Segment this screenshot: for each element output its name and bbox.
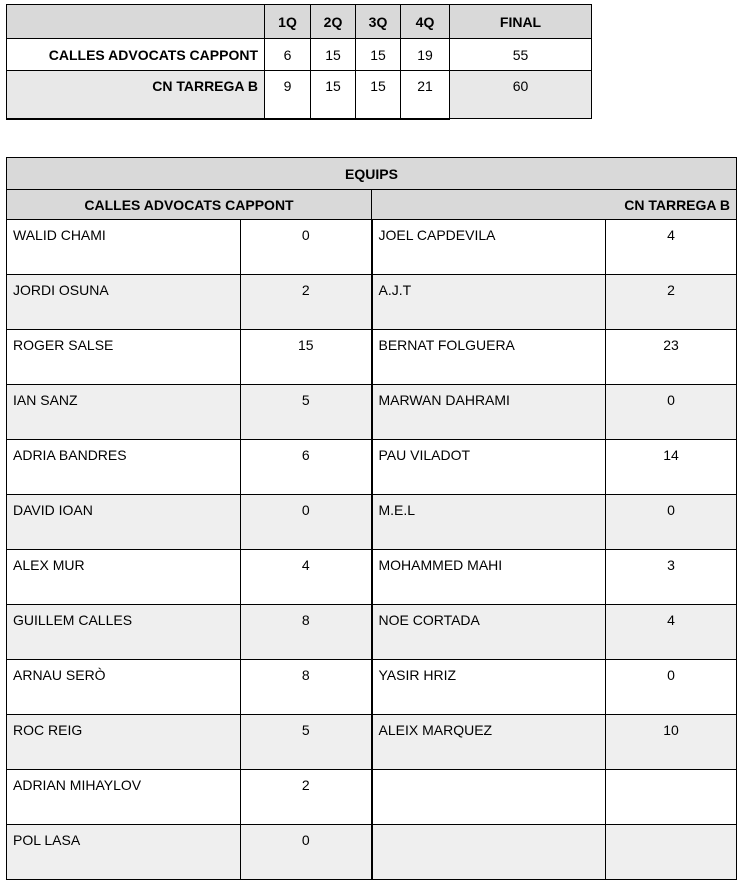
right-player-name: ALEIX MARQUEZ [372, 715, 606, 770]
table-row [7, 660, 737, 715]
right-player-name: MOHAMMED MAHI [372, 550, 606, 605]
team1-q3: 15 [356, 39, 401, 71]
score-row-team1 [7, 39, 592, 71]
right-player-points: 4 [606, 220, 737, 275]
left-player-points: 5 [241, 715, 372, 770]
left-player-points: 15 [241, 330, 372, 385]
right-player-name: YASIR HRIZ [372, 660, 606, 715]
header-2q: 2Q [311, 5, 356, 39]
right-player-points: 4 [606, 605, 737, 660]
score-header-blank [7, 5, 265, 39]
left-player-name: GUILLEM CALLES [7, 605, 241, 660]
roster-teams-row [7, 190, 737, 220]
right-player-points [606, 825, 737, 880]
left-player-name: ADRIAN MIHAYLOV [7, 770, 241, 825]
roster-body [7, 220, 737, 880]
left-player-points: 6 [241, 440, 372, 495]
right-player-points: 23 [606, 330, 737, 385]
header-4q: 4Q [401, 5, 450, 39]
left-player-name: JORDI OSUNA [7, 275, 241, 330]
left-player-name: WALID CHAMI [7, 220, 241, 275]
left-player-points: 2 [241, 770, 372, 825]
right-player-points: 3 [606, 550, 737, 605]
roster-title-row [7, 158, 737, 190]
team2-q4: 21 [401, 71, 450, 119]
left-player-name: ALEX MUR [7, 550, 241, 605]
left-player-name: DAVID IOAN [7, 495, 241, 550]
team1-q1: 6 [265, 39, 311, 71]
score-table [6, 4, 592, 120]
left-player-points: 0 [241, 220, 372, 275]
right-player-points: 2 [606, 275, 737, 330]
table-row [7, 275, 737, 330]
left-player-points: 8 [241, 660, 372, 715]
table-row [7, 495, 737, 550]
team1-name: CALLES ADVOCATS CAPPONT [7, 39, 265, 71]
left-player-name: ROGER SALSE [7, 330, 241, 385]
right-player-name: NOE CORTADA [372, 605, 606, 660]
table-row [7, 715, 737, 770]
right-player-points: 0 [606, 495, 737, 550]
left-player-name: ADRIA BANDRES [7, 440, 241, 495]
team2-q3: 15 [356, 71, 401, 119]
left-team-name: CALLES ADVOCATS CAPPONT [7, 190, 372, 220]
header-3q: 3Q [356, 5, 401, 39]
header-1q: 1Q [265, 5, 311, 39]
table-row [7, 220, 737, 275]
left-player-points: 4 [241, 550, 372, 605]
header-final: FINAL [450, 5, 592, 39]
table-row [7, 770, 737, 825]
table-row [7, 825, 737, 880]
right-player-name: BERNAT FOLGUERA [372, 330, 606, 385]
table-row [7, 605, 737, 660]
table-row [7, 440, 737, 495]
left-player-name: ARNAU SERÒ [7, 660, 241, 715]
team2-q1: 9 [265, 71, 311, 119]
score-row-team2 [7, 71, 592, 119]
left-player-points: 0 [241, 495, 372, 550]
right-player-points [606, 770, 737, 825]
roster-title: EQUIPS [7, 158, 737, 190]
left-player-name: ROC REIG [7, 715, 241, 770]
team2-q2: 15 [311, 71, 356, 119]
roster-table [6, 157, 737, 880]
team2-name: CN TARREGA B [7, 71, 265, 119]
right-player-name [372, 825, 606, 880]
table-row [7, 330, 737, 385]
right-player-name: MARWAN DAHRAMI [372, 385, 606, 440]
right-player-name: JOEL CAPDEVILA [372, 220, 606, 275]
right-team-name: CN TARREGA B [372, 190, 737, 220]
right-player-points: 0 [606, 660, 737, 715]
team2-final: 60 [450, 71, 592, 119]
right-player-name [372, 770, 606, 825]
team1-final: 55 [450, 39, 592, 71]
team1-q4: 19 [401, 39, 450, 71]
table-row [7, 385, 737, 440]
left-player-points: 0 [241, 825, 372, 880]
right-player-name: A.J.T [372, 275, 606, 330]
left-player-name: IAN SANZ [7, 385, 241, 440]
left-player-points: 8 [241, 605, 372, 660]
score-header-row [7, 5, 592, 39]
left-player-points: 5 [241, 385, 372, 440]
right-player-name: PAU VILADOT [372, 440, 606, 495]
left-player-name: POL LASA [7, 825, 241, 880]
right-player-name: M.E.L [372, 495, 606, 550]
right-player-points: 10 [606, 715, 737, 770]
left-player-points: 2 [241, 275, 372, 330]
table-row [7, 550, 737, 605]
right-player-points: 0 [606, 385, 737, 440]
team1-q2: 15 [311, 39, 356, 71]
right-player-points: 14 [606, 440, 737, 495]
